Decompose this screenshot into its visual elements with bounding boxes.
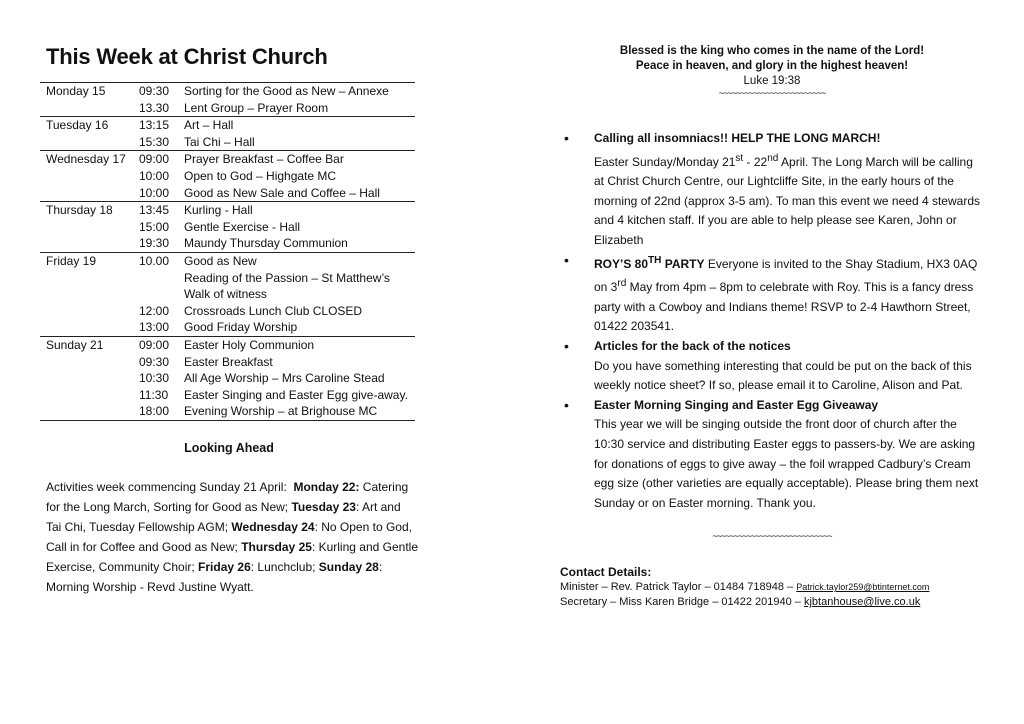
looking-ahead-activity: : Lunchclub; xyxy=(250,559,319,574)
schedule-time: 18:00 xyxy=(139,403,184,420)
schedule-day: Wednesday 17 xyxy=(40,151,139,168)
schedule-time: 09:00 xyxy=(139,151,184,168)
bullet-icon: • xyxy=(564,251,569,268)
schedule-day xyxy=(40,303,139,320)
schedule-event: Easter Singing and Easter Egg give-away. xyxy=(184,387,408,402)
right-column xyxy=(560,44,984,610)
schedule-row xyxy=(40,151,415,168)
schedule-row xyxy=(40,202,415,219)
contact-details xyxy=(560,565,984,610)
schedule-day xyxy=(40,370,139,387)
notice-articles: • Articles for the back of the notices Do you have something interesting that could be put on the back of this weekly notice sheet? If so, please email it to Caroline, Alison and Pat. xyxy=(564,337,972,393)
looking-ahead-text xyxy=(46,477,418,597)
schedule-event: All Age Worship – Mrs Caroline Stead xyxy=(184,371,385,386)
schedule-time: 12:00 xyxy=(139,303,170,318)
schedule-row xyxy=(40,370,415,387)
schedule-row xyxy=(40,387,415,404)
schedule-time: 09:30 xyxy=(139,83,184,100)
schedule-row xyxy=(40,235,415,252)
schedule-day: Sunday 21 xyxy=(40,336,139,353)
schedule-day xyxy=(40,319,139,336)
schedule-event: Reading of the Passion – St Matthew’s xyxy=(184,270,390,285)
schedule-row xyxy=(40,185,415,202)
schedule-event: Prayer Breakfast – Coffee Bar xyxy=(184,151,415,168)
schedule-event: Easter Breakfast xyxy=(184,354,273,369)
bullet-icon: • xyxy=(564,337,569,354)
notice-heading: Articles for the back of the notices xyxy=(594,338,791,353)
schedule-event: Good Friday Worship xyxy=(184,320,298,335)
minister-email-link[interactable]: Patrick.taylor259@btinternet.com xyxy=(796,582,930,593)
schedule-time: 09:30 xyxy=(139,354,170,369)
left-column xyxy=(40,44,418,597)
looking-ahead-day: Thursday 25 xyxy=(241,539,312,554)
schedule-row xyxy=(40,117,415,134)
schedule-time: 10:00 xyxy=(139,185,170,200)
schedule-row xyxy=(40,303,415,320)
schedule-event: Sorting for the Good as New – Annexe xyxy=(184,83,415,100)
schedule-time xyxy=(139,286,184,303)
schedule-time: 19:30 xyxy=(139,236,170,251)
looking-ahead-day: Wednesday 24 xyxy=(231,519,315,534)
schedule-row xyxy=(40,336,415,353)
looking-ahead-activity: : Art and Tai Chi, Tuesday Fellowship AGM; xyxy=(46,499,401,534)
schedule-row xyxy=(40,168,415,185)
schedule-event: Lent Group – Prayer Room xyxy=(184,100,329,115)
schedule-day xyxy=(40,403,139,420)
contact-heading: Contact Details: xyxy=(560,565,652,580)
contact-secretary: Secretary – Miss Karen Bridge – 01422 201940 – kjbtanhouse@live.co.uk xyxy=(560,596,921,609)
page-title: This Week at Christ Church xyxy=(46,44,328,69)
looking-ahead-activity: Catering for the Long March, Sorting for Good as New; xyxy=(46,479,409,514)
schedule-time: 13.30 xyxy=(139,100,170,115)
schedule-row xyxy=(40,354,415,371)
schedule-day xyxy=(40,286,139,303)
schedule-time: 13:15 xyxy=(139,117,184,134)
schedule-day xyxy=(40,185,139,202)
schedule-event: Kurling - Hall xyxy=(184,202,415,219)
bullet-icon: • xyxy=(564,130,569,146)
schedule-day: Tuesday 16 xyxy=(40,117,139,134)
schedule-time: 10.00 xyxy=(139,252,184,269)
schedule-row xyxy=(40,270,415,287)
notice-long-march: • Calling all insomniacs!! HELP THE LONG MARCH! Easter Sunday/Monday 21st - 22nd April. The Long March will be calling at Christ Church Centre, our Lightcliffe Site, in the early hours of the morning of 22nd (approx 3-5 am). To man this event we need 4 stewards and 4 kitchen staff. If you are able to help please see Karen, John or Elizabeth xyxy=(564,130,980,247)
schedule-time: 15:30 xyxy=(139,134,170,149)
looking-ahead-activity: : Kurling and Gentle Exercise, Community Choir; xyxy=(46,539,418,574)
notice-heading: ROY’S 80TH PARTY xyxy=(594,254,705,271)
schedule-event: Gentle Exercise - Hall xyxy=(184,219,301,234)
schedule-day xyxy=(40,235,139,252)
contact-minister: Minister – Rev. Patrick Taylor – 01484 718948 – Patrick.taylor259@btinternet.com xyxy=(560,581,930,594)
schedule-day xyxy=(40,354,139,371)
looking-ahead-activity: : No Open to God, Call in for Coffee and Good as New; xyxy=(46,519,412,554)
schedule-event: Walk of witness xyxy=(184,287,267,302)
section-separator: ~~~~~~~~~~~~~~~~~~~~~~~~~~~~ xyxy=(712,531,832,542)
bullet-icon: • xyxy=(564,396,569,413)
schedule-row xyxy=(40,319,415,336)
looking-ahead-day: Tuesday 23 xyxy=(291,499,356,514)
schedule-time: 11:30 xyxy=(139,387,169,402)
looking-ahead-title: Looking Ahead xyxy=(184,440,274,455)
schedule-time: 13:45 xyxy=(139,202,184,219)
schedule-day xyxy=(40,387,139,404)
schedule-row xyxy=(40,83,415,100)
verse-separator: ~~~~~~~~~~~~~~~~~~~~~~~~~ xyxy=(718,88,826,98)
schedule-day xyxy=(40,270,139,287)
schedule-row xyxy=(40,100,415,117)
verse-reference: Luke 19:38 xyxy=(743,75,801,87)
verse-line-1: Blessed is the king who comes in the name of the Lord! xyxy=(619,45,925,57)
schedule-row xyxy=(40,134,415,151)
schedule-table xyxy=(40,82,415,421)
schedule-day: Friday 19 xyxy=(40,252,139,269)
schedule-row xyxy=(40,252,415,269)
secretary-email-link[interactable]: kjbtanhouse@live.co.uk xyxy=(803,596,921,609)
schedule-event: Maundy Thursday Communion xyxy=(184,236,348,251)
schedule-row xyxy=(40,286,415,303)
schedule-event: Crossroads Lunch Club CLOSED xyxy=(184,303,363,318)
schedule-event: Open to God – Highgate MC xyxy=(184,168,337,183)
schedule-time: 10:00 xyxy=(139,168,170,183)
schedule-time: 13:00 xyxy=(139,320,170,335)
schedule-day xyxy=(40,100,139,117)
schedule-event: Art – Hall xyxy=(184,117,415,134)
schedule-day: Monday 15 xyxy=(40,83,139,100)
schedule-row xyxy=(40,219,415,236)
schedule-event: Tai Chi – Hall xyxy=(184,134,255,149)
notices-list xyxy=(560,129,984,513)
schedule-event: Evening Worship – at Brighouse MC xyxy=(184,403,415,420)
notice-heading: Calling all insomniacs!! HELP THE LONG MARCH! xyxy=(594,131,881,145)
verse-line-2: Peace in heaven, and glory in the highest heaven! xyxy=(635,60,909,72)
scripture-verse xyxy=(560,44,984,97)
schedule-time: 15:00 xyxy=(139,219,170,234)
looking-ahead-activity: : Morning Worship - Revd Justine Wyatt. xyxy=(46,559,383,594)
schedule-day: Thursday 18 xyxy=(40,202,139,219)
notice-heading: Easter Morning Singing and Easter Egg Giveaway xyxy=(594,397,879,412)
schedule-day xyxy=(40,219,139,236)
schedule-event: Easter Holy Communion xyxy=(184,336,415,353)
notice-easter-eggs: • Easter Morning Singing and Easter Egg Giveaway This year we will be singing outside the front door of church after the 10:30 service and distributing Easter eggs to passers-by. We are asking for donations of eggs to give away – the foil wrapped Cadbury’s Cream egg size (other varieties are equally acceptable). Please bring them next Sunday or on Easter morning. Thank you. xyxy=(564,396,979,510)
schedule-day xyxy=(40,134,139,151)
schedule-time: 10:30 xyxy=(139,371,170,386)
looking-ahead-day: Sunday 28 xyxy=(318,559,379,574)
notice-roys-party: • ROY’S 80TH PARTY Everyone is invited to the Shay Stadium, HX3 0AQ on 3rd May from 4pm – 8pm to celebrate with Roy. This is a fancy dress party with a Cowboy and Indians theme! RSVP to 2-4 Hawthorn Street, 01422 203541. xyxy=(564,251,978,334)
schedule-event: Good as New Sale and Coffee – Hall xyxy=(184,185,380,200)
looking-ahead-intro: Activities week commencing Sunday 21 April: xyxy=(46,479,287,494)
schedule-event: Good as New xyxy=(184,252,415,269)
schedule-time: 09:00 xyxy=(139,336,184,353)
schedule-time xyxy=(139,270,184,287)
looking-ahead-day: Monday 22: xyxy=(293,479,360,494)
schedule-day xyxy=(40,168,139,185)
looking-ahead-day: Friday 26 xyxy=(198,559,251,574)
schedule-row xyxy=(40,403,415,420)
